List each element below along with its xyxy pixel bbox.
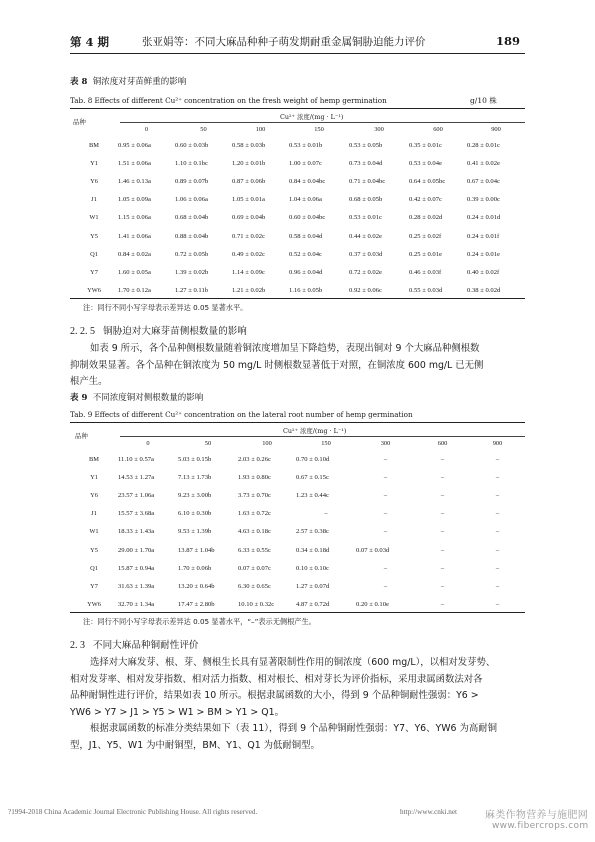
table-cell: 1.60 ± 0.05a <box>118 268 151 276</box>
table-cell: – <box>383 473 388 481</box>
table-cell: 0.58 ± 0.04d <box>289 232 323 240</box>
table-cell: 0.71 ± 0.02c <box>232 232 265 240</box>
section-225-line-2: 抑制效果显著。各个品种在铜浓度为 50 mg/L 时侧根数显著低于对照，在铜浓度 600 mg/L 已无侧 <box>70 359 484 371</box>
table8-conc-header-cell: 300 <box>374 126 384 133</box>
table8-note: 注：同行不同小写字母表示差异达 0.05 显著水平。 <box>83 303 248 312</box>
table-cell: 1.70 ± 0.06b <box>178 564 212 572</box>
table8-conc-header-cell: 900 <box>491 126 501 133</box>
variety-name: YW6 <box>87 601 101 609</box>
page-header <box>0 0 595 60</box>
variety-name: W1 <box>89 214 99 222</box>
table-cell: 7.13 ± 1.73b <box>178 473 212 481</box>
table-cell: 0.53 ± 0.01c <box>349 214 382 222</box>
table-cell: 18.33 ± 1.43a <box>118 528 155 536</box>
table-row <box>70 450 525 468</box>
table-cell: 0.88 ± 0.04b <box>175 232 209 240</box>
table-cell: 1.21 ± 0.02b <box>232 287 266 295</box>
table-row <box>70 596 525 614</box>
table8-body <box>70 123 525 300</box>
table-cell: 0.84 ± 0.02a <box>118 250 151 258</box>
table-cell: 0.38 ± 0.02d <box>467 287 501 295</box>
table-row <box>70 209 525 227</box>
table-cell: – <box>495 564 500 572</box>
table-cell: 14.53 ± 1.27a <box>118 473 155 481</box>
table-cell: – <box>495 491 500 499</box>
table-cell: – <box>440 601 445 609</box>
section-23-line-5: 根据隶属函数的标准分类结果如下（表 11），得到 9 个品种铜耐性强弱：Y7、Y6、YW6 为高耐铜 <box>90 723 497 734</box>
table-row <box>70 154 525 172</box>
table9-conc-header: Cu²⁺ 浓度/(mg · L⁻¹) <box>283 427 347 435</box>
table8-top-rule <box>70 108 525 109</box>
table-cell: 0.73 ± 0.04d <box>349 159 383 167</box>
table-cell: 0.53 ± 0.01b <box>289 141 323 149</box>
table-cell: 5.03 ± 0.15b <box>178 455 212 463</box>
section-23-heading <box>70 637 199 651</box>
table-cell: 1.63 ± 0.72c <box>238 510 271 518</box>
table-cell: – <box>440 582 445 590</box>
table-row <box>70 172 525 190</box>
table8-conc-header: Cu²⁺ 浓度/(mg · L⁻¹) <box>280 113 344 121</box>
table-cell: 0.53 ± 0.05b <box>349 141 383 149</box>
variety-name: Y5 <box>90 546 98 554</box>
table-cell: 1.46 ± 0.13a <box>118 177 151 185</box>
table-cell: 0.89 ± 0.07b <box>175 177 209 185</box>
section-23-title: 不同大麻品种铜耐性评价 <box>93 640 199 651</box>
table8-conc-header-cell: 150 <box>314 126 324 133</box>
table-cell: 0.64 ± 0.05bc <box>409 177 446 185</box>
table-cell: 0.24 ± 0.01f <box>467 232 500 240</box>
table-cell: 0.70 ± 0.10d <box>296 455 330 463</box>
table-cell: 1.23 ± 0.44c <box>296 491 329 499</box>
table9-conc-header-cell: 900 <box>492 440 503 447</box>
watermark-url: www.fibercrops.com <box>492 821 589 831</box>
table9-conc-row <box>70 437 525 450</box>
variety-name: BM <box>89 455 99 463</box>
table-cell: 23.57 ± 1.06a <box>118 491 155 499</box>
table-cell: – <box>383 582 388 590</box>
table-cell: – <box>495 455 500 463</box>
table-row <box>70 245 525 263</box>
variety-name: Q1 <box>90 564 98 572</box>
table9-body <box>70 437 525 614</box>
section-225-paragraph <box>70 341 525 391</box>
footer-copyright: ?1994-2018 China Academic Journal Electronic Publishing House. All rights reserved. <box>8 808 258 816</box>
table-cell: 0.07 ± 0.03d <box>356 546 390 554</box>
table-cell: – <box>440 510 445 518</box>
section-225-number: 2. 2. 5 <box>70 326 95 337</box>
table9-bottom-rule <box>70 612 525 613</box>
section-23-line-2: 相对发芽率、相对发芽指数、相对活力指数、相对根长、相对芽长为评价指标，采用隶属函数法对各 <box>70 673 483 685</box>
table9 <box>70 437 525 614</box>
variety-name: YW6 <box>87 287 101 295</box>
footer-url[interactable]: http://www.cnki.net <box>400 808 458 816</box>
section-225-line-3: 根产生。 <box>70 376 108 387</box>
variety-name: Y5 <box>90 232 98 240</box>
table-cell: 13.87 ± 1.04b <box>178 546 215 554</box>
table-row <box>70 541 525 559</box>
table-cell: 0.24 ± 0.01e <box>467 250 500 258</box>
table-cell: – <box>495 582 500 590</box>
section-225-heading <box>70 323 247 337</box>
table-cell: – <box>324 510 328 518</box>
variety-name: BM <box>89 141 99 149</box>
section-23-number: 2. 3 <box>70 640 85 651</box>
table-cell: 1.27 ± 0.07d <box>296 582 330 590</box>
table8-caption-cn <box>70 75 186 87</box>
table-cell: 1.41 ± 0.06a <box>118 232 151 240</box>
table8-label: 表 8 <box>70 77 88 87</box>
table-row <box>70 227 525 245</box>
table-cell: 0.49 ± 0.02c <box>232 250 265 258</box>
table-cell: 13.20 ± 0.64b <box>178 582 215 590</box>
table-row <box>70 577 525 595</box>
table-cell: 1.16 ± 0.05b <box>289 287 323 295</box>
table-cell: 6.30 ± 0.65c <box>238 582 271 590</box>
table-cell: 0.20 ± 0.10e <box>356 601 389 609</box>
table-cell: 11.10 ± 0.57a <box>118 455 154 463</box>
table-cell: 1.14 ± 0.09c <box>232 268 265 276</box>
table8-conc-header-cell: 600 <box>433 126 443 133</box>
table-cell: – <box>440 491 445 499</box>
table-cell: 9.53 ± 1.39b <box>178 528 212 536</box>
variety-name: Y1 <box>90 159 98 167</box>
variety-name: W1 <box>89 528 99 536</box>
table-cell: 0.92 ± 0.06c <box>349 287 382 295</box>
table8-bottom-rule <box>70 298 525 299</box>
section-225-line-1: 如表 9 所示，各个品种侧根数量随着铜浓度增加呈下降趋势，表现出铜对 9 个大麻品种侧根数 <box>90 343 480 354</box>
table-cell: 1.70 ± 0.12a <box>118 287 151 295</box>
table9-conc-header-cell: 0 <box>146 440 150 447</box>
variety-name: Y6 <box>90 177 98 185</box>
table-cell: – <box>440 528 445 536</box>
table-cell: 2.57 ± 0.38c <box>296 528 329 536</box>
table9-label: 表 9 <box>70 393 88 403</box>
table-cell: 1.93 ± 0.80c <box>238 473 271 481</box>
table-row <box>70 263 525 281</box>
table8-header-blank <box>70 123 118 136</box>
table9-caption-cn <box>70 391 203 403</box>
table9-conc-header-cell: 600 <box>437 440 448 447</box>
table-cell: 0.67 ± 0.04c <box>467 177 500 185</box>
table-row <box>70 523 525 541</box>
table-row <box>70 282 525 300</box>
table-cell: 0.39 ± 0.00c <box>467 196 500 204</box>
table-cell: 0.40 ± 0.02f <box>467 268 500 276</box>
table-cell: 6.33 ± 0.55c <box>238 546 271 554</box>
table9-variety-header: 品种 <box>75 432 88 440</box>
table-cell: 0.69 ± 0.04b <box>232 214 266 222</box>
table-cell: 1.27 ± 0.11b <box>175 287 209 295</box>
variety-name: Y7 <box>90 582 98 590</box>
table9-conc-header-cell: 150 <box>321 440 331 447</box>
variety-name: J1 <box>91 510 97 518</box>
table-cell: 6.10 ± 0.30b <box>178 510 212 518</box>
table-cell: 0.25 ± 0.01e <box>409 250 442 258</box>
table-row <box>70 191 525 209</box>
table-cell: 1.06 ± 0.06a <box>175 196 208 204</box>
table-cell: 0.96 ± 0.04d <box>289 268 323 276</box>
section-23-line-4: YW6 > Y7 > J1 > Y5 > W1 > BM > Y1 > Q1。 <box>70 706 284 718</box>
table-cell: 1.10 ± 0.1bc <box>175 159 208 167</box>
table-row <box>70 559 525 577</box>
table-cell: 10.10 ± 0.32c <box>238 601 275 609</box>
table-cell: 1.00 ± 0.07c <box>289 159 322 167</box>
table-cell: – <box>383 510 388 518</box>
table9-title-cn: 不同浓度铜对侧根数量的影响 <box>92 393 204 403</box>
variety-name: Y7 <box>90 268 98 276</box>
table-cell: 1.05 ± 0.01a <box>232 196 265 204</box>
table-cell: 0.24 ± 0.01d <box>467 214 501 222</box>
table-cell: 29.00 ± 1.70a <box>118 546 155 554</box>
table-cell: – <box>383 455 388 463</box>
table-cell: 1.20 ± 0.01b <box>232 159 266 167</box>
table-cell: – <box>440 473 445 481</box>
table8-conc-header-cell: 0 <box>144 126 149 133</box>
table8-conc-row <box>70 123 525 136</box>
section-23-line-1: 选择对大麻发芽、根、芽、侧根生长具有显著限制性作用的铜浓度（600 mg/L），以相对发芽势、 <box>90 657 496 668</box>
table-cell: 0.60 ± 0.03b <box>175 141 209 149</box>
table-cell: 1.05 ± 0.09a <box>118 196 151 204</box>
table-cell: 0.67 ± 0.15c <box>296 473 329 481</box>
table-cell: 0.37 ± 0.03d <box>349 250 383 258</box>
section-23-line-6: 型，J1、Y5、W1 为中耐铜型，BM、Y1、Q1 为低耐铜型。 <box>70 739 320 751</box>
table8-title-en: Tab. 8 Effects of different Cu²⁺ concentration on the fresh weight of hemp germination <box>70 96 387 105</box>
table-cell: – <box>495 546 500 554</box>
table8-title-cn: 铜浓度对芽苗鲜重的影响 <box>92 77 187 87</box>
table-cell: – <box>495 528 500 536</box>
table-cell: – <box>440 546 445 554</box>
table-cell: 32.70 ± 1.34a <box>118 601 155 609</box>
table-cell: 0.68 ± 0.04b <box>175 214 209 222</box>
table-cell: 0.46 ± 0.03f <box>409 268 442 276</box>
table-cell: – <box>383 528 388 536</box>
table-cell: 0.25 ± 0.02f <box>409 232 442 240</box>
table-row <box>70 468 525 486</box>
table-cell: 0.95 ± 0.06a <box>118 141 151 149</box>
table-cell: 0.60 ± 0.04bc <box>289 214 326 222</box>
table9-conc-header-cell: 300 <box>380 440 391 447</box>
table-cell: – <box>383 491 388 499</box>
table-cell: – <box>383 564 388 572</box>
table9-title-en: Tab. 9 Effects of different Cu²⁺ concentration on the lateral root number of hemp germination <box>70 410 413 419</box>
table8-conc-header-cell: 50 <box>200 126 207 133</box>
journal-issue: 第 4 期 <box>70 35 110 49</box>
variety-name: J1 <box>91 196 97 204</box>
table9-conc-header-cell: 50 <box>204 440 212 447</box>
variety-name: Q1 <box>90 250 98 258</box>
table-cell: 0.55 ± 0.03d <box>409 287 443 295</box>
table-cell: 0.41 ± 0.02e <box>467 159 500 167</box>
table-cell: – <box>495 601 500 609</box>
table-cell: 31.63 ± 1.39a <box>118 582 155 590</box>
table-cell: 1.51 ± 0.06a <box>118 159 151 167</box>
table-cell: 3.73 ± 0.70c <box>238 491 271 499</box>
table-cell: 17.47 ± 2.80b <box>178 601 215 609</box>
table-cell: 15.57 ± 3.68a <box>118 510 155 518</box>
table8-conc-header-cell: 100 <box>255 126 266 133</box>
table-cell: – <box>495 510 500 518</box>
table-cell: 0.42 ± 0.07c <box>409 196 442 204</box>
variety-name: Y6 <box>90 491 98 499</box>
table-cell: 0.28 ± 0.02d <box>409 214 443 222</box>
table-cell: 1.04 ± 0.06a <box>289 196 322 204</box>
table8-unit: g/10 株 <box>470 96 497 105</box>
table9-header-blank <box>70 437 118 450</box>
table-cell: 0.58 ± 0.03b <box>232 141 266 149</box>
table8-variety-header: 品种 <box>73 118 86 126</box>
page-number: 189 <box>496 34 521 48</box>
section-225-title: 铜胁迫对大麻芽苗侧根数量的影响 <box>103 326 247 337</box>
table-cell: – <box>440 564 445 572</box>
table-cell: – <box>495 473 500 481</box>
table9-note: 注：同行不同小写字母表示差异达 0.05 显著水平，“–”表示无侧根产生。 <box>83 617 316 626</box>
table-cell: 1.15 ± 0.06a <box>118 214 151 222</box>
header-rule <box>70 53 525 54</box>
variety-name: Y1 <box>90 473 98 481</box>
table-cell: 4.63 ± 0.18c <box>238 528 271 536</box>
table-cell: 0.28 ± 0.01c <box>467 141 500 149</box>
table-cell: 0.53 ± 0.04e <box>409 159 442 167</box>
table-cell: 0.44 ± 0.02e <box>349 232 382 240</box>
section-23-line-3: 品种耐铜性进行评价，结果如表 10 所示。根据隶属函数的大小，得到 9 个品种铜耐性强弱：Y6 > <box>70 690 479 701</box>
table-cell: 0.87 ± 0.06b <box>232 177 266 185</box>
table-cell: 2.03 ± 0.26c <box>238 455 271 463</box>
table9-top-rule <box>70 422 525 423</box>
table-cell: 0.72 ± 0.05b <box>175 250 209 258</box>
table-cell: 0.71 ± 0.04bc <box>349 177 386 185</box>
table-cell: – <box>440 455 445 463</box>
section-23-paragraph <box>70 655 525 754</box>
running-title: 张亚娟等：不同大麻品种种子萌发期耐重金属铜胁迫能力评价 <box>142 36 426 48</box>
table-cell: 9.23 ± 3.00b <box>178 491 212 499</box>
table-cell: 0.34 ± 0.18d <box>296 546 330 554</box>
table-cell: 0.84 ± 0.04bc <box>289 177 326 185</box>
table9-conc-header-cell: 100 <box>262 440 272 447</box>
watermark-cn: 麻类作物营养与施肥网 <box>485 810 588 821</box>
table-cell: 15.87 ± 0.94a <box>118 564 155 572</box>
table-cell: 0.68 ± 0.05b <box>349 196 383 204</box>
table-row <box>70 505 525 523</box>
table-cell: 1.39 ± 0.02b <box>175 268 209 276</box>
table-cell: 0.07 ± 0.07c <box>238 564 271 572</box>
table-cell: 4.87 ± 0.72d <box>296 601 330 609</box>
table-cell: 0.10 ± 0.10c <box>296 564 329 572</box>
table8 <box>70 123 525 300</box>
table-row <box>70 486 525 504</box>
table-cell: 0.35 ± 0.01c <box>409 141 442 149</box>
table-cell: 0.52 ± 0.04c <box>289 250 322 258</box>
table-cell: 0.72 ± 0.02e <box>349 268 382 276</box>
table-row <box>70 136 525 154</box>
